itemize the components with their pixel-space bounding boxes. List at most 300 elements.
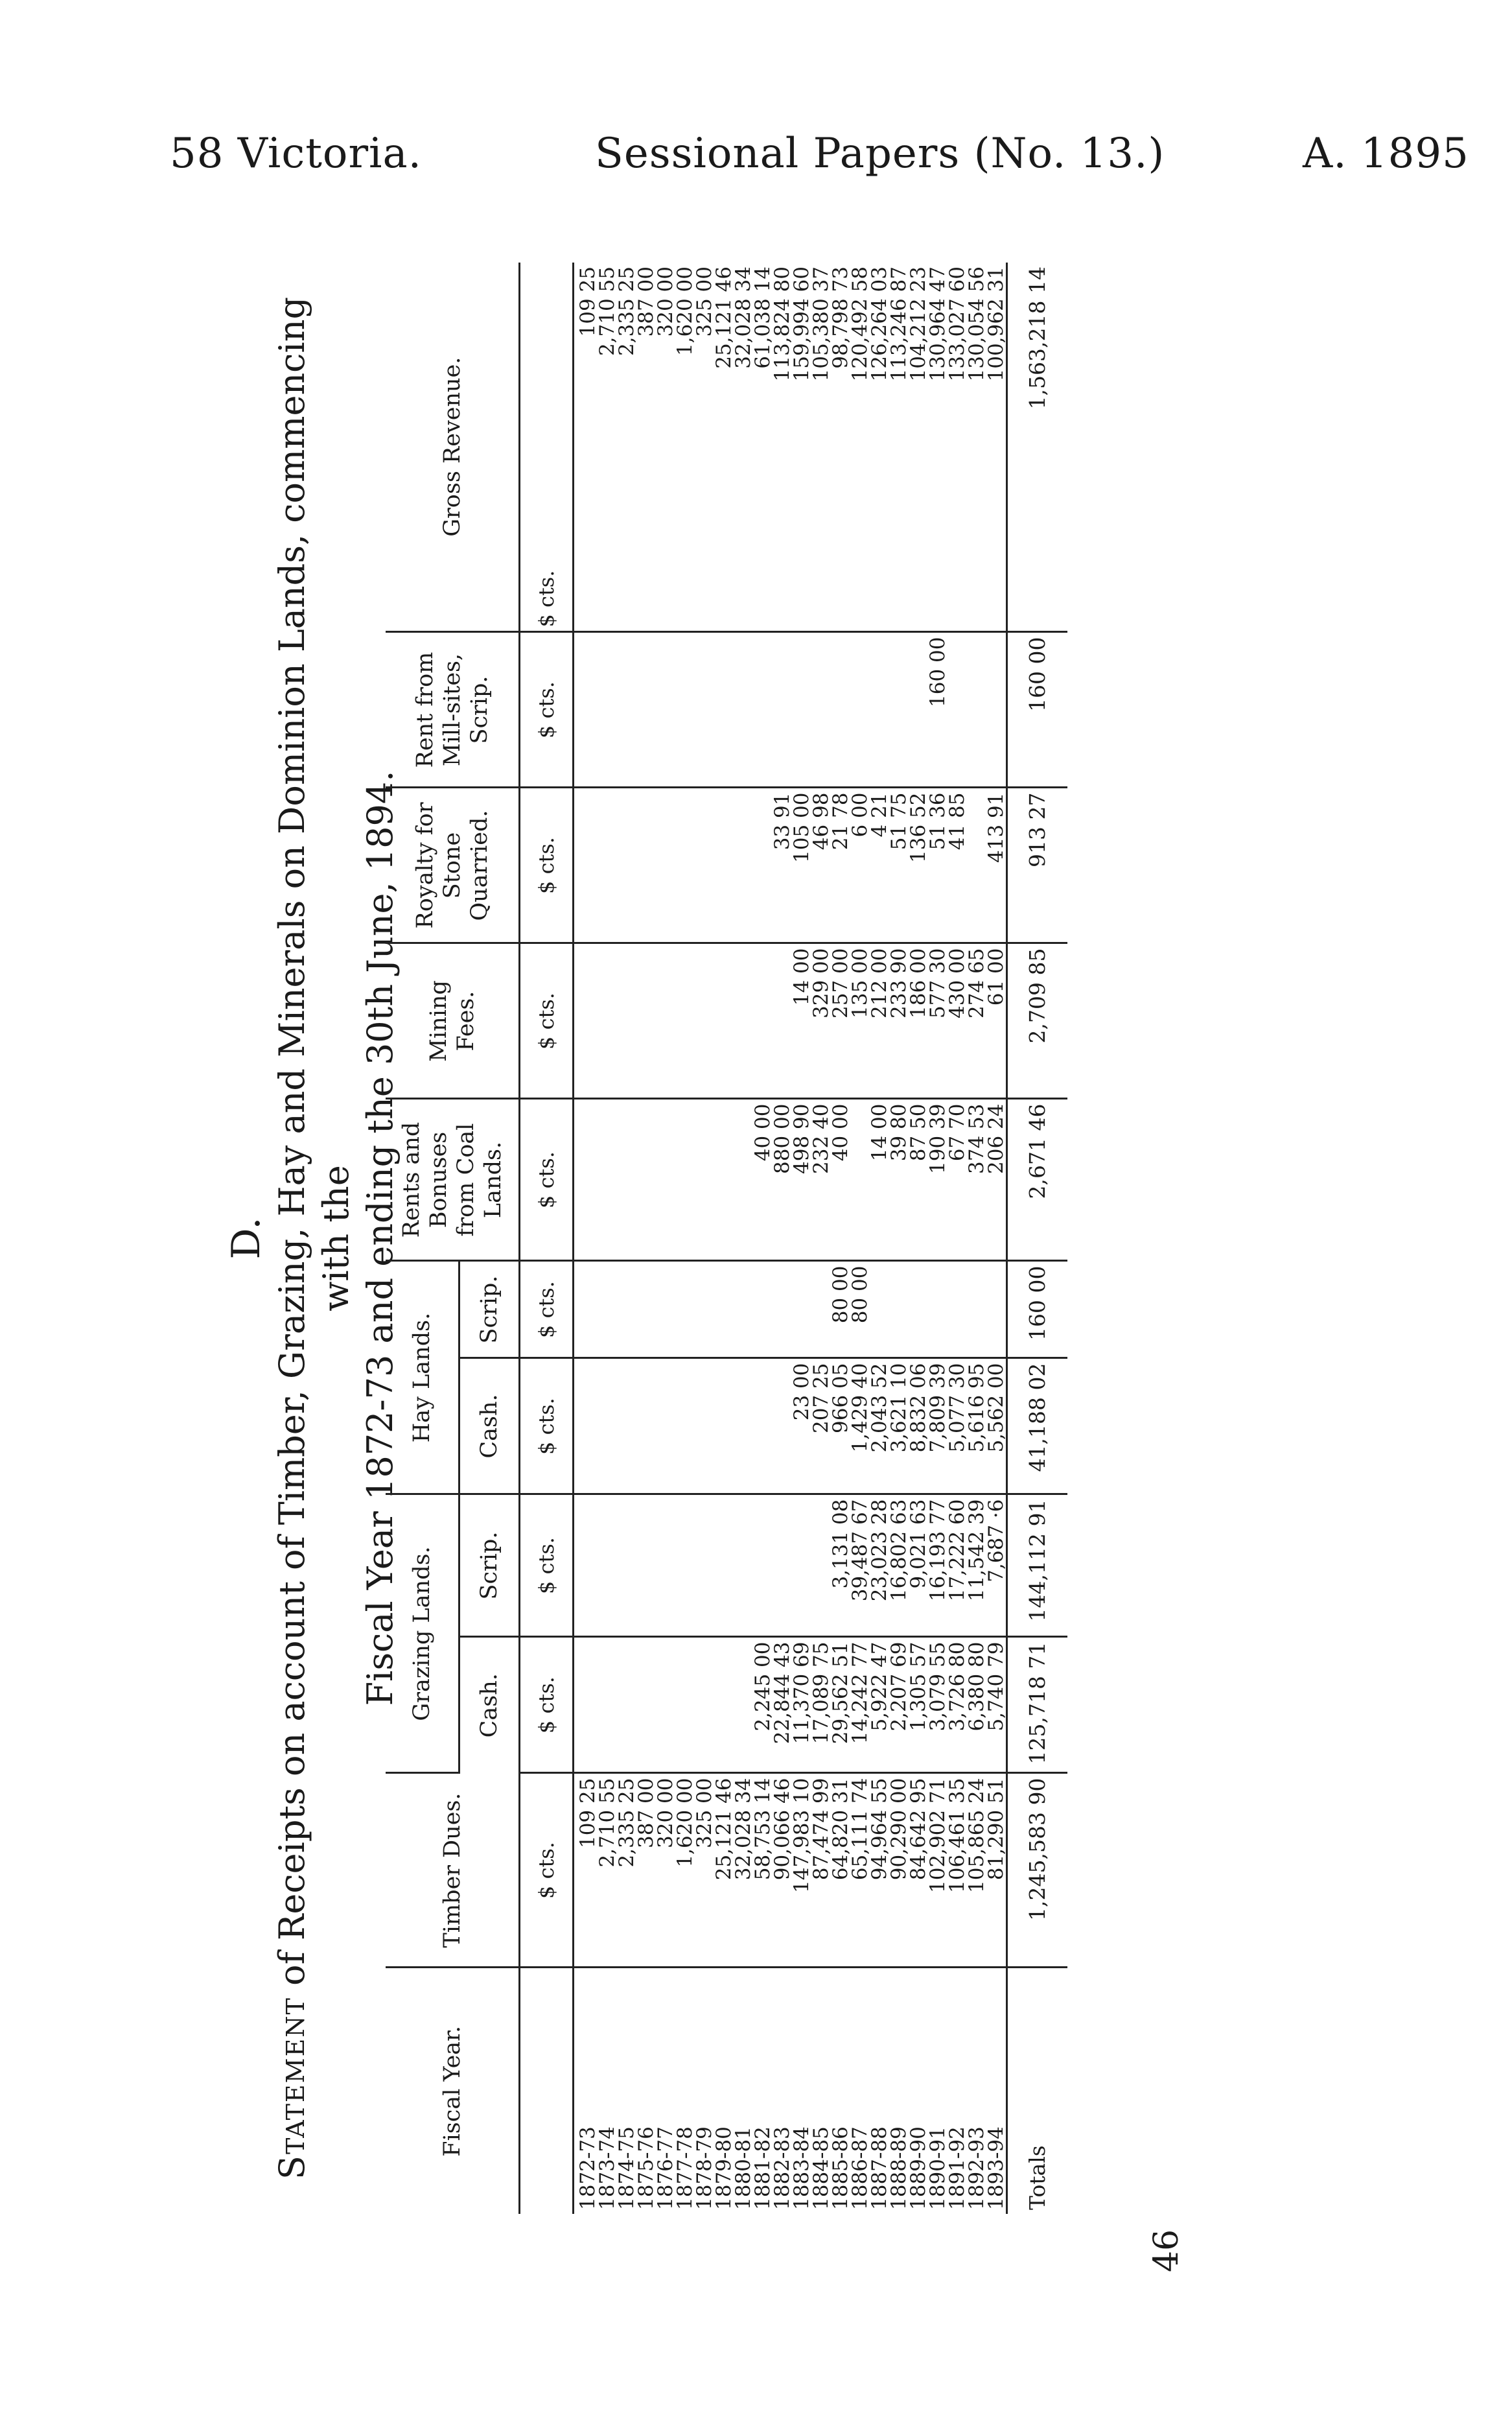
cell-gross: 2,335 25 (617, 263, 636, 632)
table-row (909, 263, 928, 2214)
cell-mill (734, 632, 753, 788)
cell-hay-scrip (636, 1261, 656, 1358)
cell-hay-scrip (811, 1261, 831, 1358)
cell-hay-cash: 5,077 30 (948, 1358, 967, 1494)
col-hay-scrip: Scrip. (459, 1261, 520, 1358)
cell-royalty (967, 788, 986, 943)
cell-mining (617, 943, 636, 1099)
cell-year: 1877-78 (673, 2126, 697, 2210)
cell-mill (773, 632, 792, 788)
cell-hay-scrip (967, 1261, 986, 1358)
cell-royalty: 105 00 (792, 788, 811, 943)
cell-mining: 233 90 (889, 943, 909, 1099)
total-grazing-scrip: 144,112 91 (1007, 1494, 1068, 1637)
cell-hay-cash: 5,562 00 (986, 1358, 1007, 1494)
unit-grazing-scrip: $ cts. (520, 1494, 574, 1637)
page-number: 46 (1147, 2229, 1186, 2272)
cell-year: 1884-85 (809, 2126, 833, 2210)
cell-timber: 94,964 55 (870, 1773, 889, 1968)
cell-grazing-cash: 3,726 80 (948, 1637, 967, 1773)
cell-gross: 61,038 14 (753, 263, 773, 632)
cell-hay-cash: 2,043 52 (870, 1358, 889, 1494)
cell-hay-scrip (909, 1261, 928, 1358)
cell-hay-cash (695, 1358, 714, 1494)
cell-grazing-cash: 6,380 80 (967, 1637, 986, 1773)
unit-fiscal-year (520, 1968, 574, 2214)
cell-hay-cash: 1,429 40 (850, 1358, 870, 1494)
cell-mining (714, 943, 734, 1099)
cell-coal (695, 1099, 714, 1261)
unit-hay-cash: $ cts. (520, 1358, 574, 1494)
cell-coal: 67 70 (948, 1099, 967, 1261)
header-left: 58 Victoria. (170, 130, 422, 178)
cell-timber: 87,474 99 (811, 1773, 831, 1968)
cell-gross: 113,246 87 (889, 263, 909, 632)
cell-grazing-scrip: 3,131 08 (831, 1494, 850, 1637)
unit-mining: $ cts. (520, 943, 574, 1099)
table-row (870, 263, 889, 2214)
cell-year: 1882-83 (771, 2126, 794, 2210)
total-royalty: 913 27 (1007, 788, 1068, 943)
cell-grazing-scrip: 39,487 67 (850, 1494, 870, 1637)
cell-hay-cash (636, 1358, 656, 1494)
cell-timber: 106,461 35 (948, 1773, 967, 1968)
cell-gross: 100,962 31 (986, 263, 1007, 632)
cell-coal: 232 40 (811, 1099, 831, 1261)
cell-grazing-scrip (773, 1494, 792, 1637)
cell-grazing-cash: 29,562 51 (831, 1637, 850, 1773)
cell-hay-scrip (986, 1261, 1007, 1358)
cell-gross: 98,798 73 (831, 263, 850, 632)
cell-coal (656, 1099, 675, 1261)
cell-mining (598, 943, 617, 1099)
cell-hay-scrip (656, 1261, 675, 1358)
cell-royalty (695, 788, 714, 943)
cell-gross: 320 00 (656, 263, 675, 632)
table-row (753, 263, 773, 2214)
col-mining-fees: Mining Fees. (386, 943, 520, 1099)
cell-mill (850, 632, 870, 788)
table-row (574, 263, 598, 2214)
total-coal: 2,671 46 (1007, 1099, 1068, 1261)
col-timber-dues: Timber Dues. (386, 1773, 520, 1968)
cell-mill (617, 632, 636, 788)
cell-coal: 40 00 (831, 1099, 850, 1261)
cell-royalty: 33 91 (773, 788, 792, 943)
cell-gross: 120,492 58 (850, 263, 870, 632)
cell-hay-cash (753, 1358, 773, 1494)
caption-line-2: Fiscal Year 1872-73 and ending the 30th June, 1894. (360, 770, 401, 1706)
cell-hay-scrip (792, 1261, 811, 1358)
cell-royalty: 21 78 (831, 788, 850, 943)
cell-timber: 58,753 14 (753, 1773, 773, 1968)
cell-timber: 84,642 95 (909, 1773, 928, 1968)
cell-mill (753, 632, 773, 788)
cell-mill (636, 632, 656, 788)
cell-mill (870, 632, 889, 788)
cell-mining (574, 943, 598, 1099)
cell-royalty: 46 98 (811, 788, 831, 943)
cell-coal: 206 24 (986, 1099, 1007, 1261)
cell-grazing-scrip (636, 1494, 656, 1637)
cell-grazing-scrip (598, 1494, 617, 1637)
cell-hay-cash (675, 1358, 695, 1494)
total-timber: 1,245,583 90 (1007, 1773, 1068, 1968)
cell-grazing-cash (656, 1637, 675, 1773)
cell-grazing-scrip: 16,193 77 (928, 1494, 948, 1637)
cell-mill (574, 632, 598, 788)
col-rent-mill-sites: Rent from Mill-sites, Scrip. (386, 632, 520, 788)
statement-caption (270, 263, 402, 2214)
col-fiscal-year: Fiscal Year. (386, 1968, 520, 2214)
cell-royalty: 413 91 (986, 788, 1007, 943)
cell-grazing-scrip (695, 1494, 714, 1637)
cell-timber: 65,111 74 (850, 1773, 870, 1968)
cell-mill (948, 632, 967, 788)
cell-year: 1880-81 (732, 2126, 755, 2210)
cell-royalty (617, 788, 636, 943)
cell-coal (675, 1099, 695, 1261)
table-row (889, 263, 909, 2214)
cell-timber: 90,066 46 (773, 1773, 792, 1968)
cell-coal (714, 1099, 734, 1261)
cell-royalty (574, 788, 598, 943)
unit-coal: $ cts. (520, 1099, 574, 1261)
cell-grazing-cash: 22,844 43 (773, 1637, 792, 1773)
cell-mill: 160 00 (928, 632, 948, 788)
cell-mining: 61 00 (986, 943, 1007, 1099)
cell-royalty (675, 788, 695, 943)
cell-grazing-scrip (574, 1494, 598, 1637)
cell-hay-scrip: 80 00 (831, 1261, 850, 1358)
cell-gross: 130,964 47 (928, 263, 948, 632)
cell-mill (986, 632, 1007, 788)
cell-coal (850, 1099, 870, 1261)
cell-royalty (598, 788, 617, 943)
cell-timber: 81,290 51 (986, 1773, 1007, 1968)
cell-hay-cash: 7,809 39 (928, 1358, 948, 1494)
cell-grazing-scrip: 23,023 28 (870, 1494, 889, 1637)
cell-timber: 2,335 25 (617, 1773, 636, 1968)
cell-mining (656, 943, 675, 1099)
cell-timber: 90,290 00 (889, 1773, 909, 1968)
cell-timber: 25,121 46 (714, 1773, 734, 1968)
cell-coal: 190 39 (928, 1099, 948, 1261)
cell-hay-scrip (889, 1261, 909, 1358)
cell-grazing-scrip (792, 1494, 811, 1637)
cell-coal (636, 1099, 656, 1261)
cell-timber: 109 25 (574, 1773, 598, 1968)
cell-mill (714, 632, 734, 788)
cell-grazing-cash: 14,242 77 (850, 1637, 870, 1773)
cell-hay-scrip (598, 1261, 617, 1358)
cell-hay-scrip (574, 1261, 598, 1358)
header-center: Sessional Papers (No. 13.) (595, 130, 1165, 178)
cell-year: 1893-94 (984, 2126, 1008, 2210)
cell-mining (675, 943, 695, 1099)
cell-grazing-cash: 2,245 00 (753, 1637, 773, 1773)
cell-hay-scrip (948, 1261, 967, 1358)
cell-year: 1876-77 (654, 2126, 677, 2210)
cell-mining: 274 65 (967, 943, 986, 1099)
cell-royalty: 6 00 (850, 788, 870, 943)
cell-mining (695, 943, 714, 1099)
cell-grazing-cash (574, 1637, 598, 1773)
cell-grazing-cash (714, 1637, 734, 1773)
cell-royalty: 51 75 (889, 788, 909, 943)
table-body (574, 263, 1068, 2214)
cell-grazing-scrip (656, 1494, 675, 1637)
total-gross: 1,563,218 14 (1007, 263, 1068, 632)
cell-timber: 147,983 10 (792, 1773, 811, 1968)
unit-timber: $ cts. (520, 1773, 574, 1968)
statement-letter: D. (224, 1217, 269, 1260)
cell-grazing-cash: 11,370 69 (792, 1637, 811, 1773)
table-row (811, 263, 831, 2214)
col-royalty-stone: Royalty for Stone Quarried. (386, 788, 520, 943)
cell-mining: 212 00 (870, 943, 889, 1099)
cell-mining: 257 00 (831, 943, 850, 1099)
cell-mining: 14 00 (792, 943, 811, 1099)
table-row (714, 263, 734, 2214)
cell-year: 1878-79 (693, 2126, 716, 2210)
cell-hay-cash (734, 1358, 753, 1494)
cell-hay-scrip (675, 1261, 695, 1358)
cell-coal (617, 1099, 636, 1261)
cell-hay-cash (773, 1358, 792, 1494)
cell-hay-cash: 207 25 (811, 1358, 831, 1494)
cell-grazing-cash (734, 1637, 753, 1773)
cell-grazing-cash: 5,740 79 (986, 1637, 1007, 1773)
cell-gross: 104,212 23 (909, 263, 928, 632)
cell-grazing-scrip: 11,542 39 (967, 1494, 986, 1637)
cell-mining: 577 30 (928, 943, 948, 1099)
cell-year: 1875-76 (634, 2126, 658, 2210)
cell-coal (734, 1099, 753, 1261)
cell-hay-scrip: 80 00 (850, 1261, 870, 1358)
col-grazing-cash: Cash. (459, 1637, 520, 1773)
cell-royalty: 41 85 (948, 788, 967, 943)
cell-year: 1883-84 (790, 2126, 813, 2210)
cell-gross: 126,264 03 (870, 263, 889, 632)
cell-hay-cash (617, 1358, 636, 1494)
cell-mill (695, 632, 714, 788)
caption-smallcaps: Statement (272, 1997, 312, 2180)
cell-timber: 325 00 (695, 1773, 714, 1968)
cell-royalty (656, 788, 675, 943)
cell-hay-scrip (734, 1261, 753, 1358)
cell-gross: 130,054 56 (967, 263, 986, 632)
table-row (948, 263, 967, 2214)
cell-grazing-scrip (714, 1494, 734, 1637)
cell-coal: 39 80 (889, 1099, 909, 1261)
table-row (636, 263, 656, 2214)
cell-mill (656, 632, 675, 788)
unit-hay-scrip: $ cts. (520, 1261, 574, 1358)
table-row (850, 263, 870, 2214)
cell-grazing-scrip (753, 1494, 773, 1637)
unit-royalty: $ cts. (520, 788, 574, 943)
cell-gross: 32,028 34 (734, 263, 753, 632)
cell-gross: 133,027 60 (948, 263, 967, 632)
cell-grazing-cash: 2,207 69 (889, 1637, 909, 1773)
cell-mining (734, 943, 753, 1099)
cell-mill (889, 632, 909, 788)
cell-grazing-scrip (811, 1494, 831, 1637)
cell-hay-cash (598, 1358, 617, 1494)
table-row (695, 263, 714, 2214)
col-gross-revenue: Gross Revenue. (386, 263, 520, 632)
cell-year: 1889-90 (907, 2126, 930, 2210)
cell-hay-scrip (617, 1261, 636, 1358)
cell-timber: 105,865 24 (967, 1773, 986, 1968)
table-row (831, 263, 850, 2214)
col-hay-cash: Cash. (459, 1358, 520, 1494)
table-row (675, 263, 695, 2214)
total-mill: 160 00 (1007, 632, 1068, 788)
total-hay-scrip: 160 00 (1007, 1261, 1068, 1358)
cell-mining (753, 943, 773, 1099)
cell-royalty (714, 788, 734, 943)
totals-row (1007, 263, 1068, 2214)
table-row (656, 263, 675, 2214)
cell-mill (598, 632, 617, 788)
cell-grazing-scrip (734, 1494, 753, 1637)
cell-year: 1881-82 (751, 2126, 774, 2210)
table-row (734, 263, 753, 2214)
cell-mill (675, 632, 695, 788)
cell-mining: 329 00 (811, 943, 831, 1099)
cell-year: 1886-87 (848, 2126, 872, 2210)
cell-gross: 159,994 60 (792, 263, 811, 632)
cell-timber: 387 00 (636, 1773, 656, 1968)
total-hay-cash: 41,188 02 (1007, 1358, 1068, 1494)
cell-royalty (734, 788, 753, 943)
cell-grazing-scrip (617, 1494, 636, 1637)
unit-grazing-cash: $ cts. (520, 1637, 574, 1773)
cell-year: 1872-73 (576, 2126, 599, 2210)
table-row (986, 263, 1007, 2214)
cell-hay-cash: 23 00 (792, 1358, 811, 1494)
table-row (792, 263, 811, 2214)
cell-royalty (636, 788, 656, 943)
cell-royalty: 136 52 (909, 788, 928, 943)
cell-grazing-cash (695, 1637, 714, 1773)
cell-mining: 186 00 (909, 943, 928, 1099)
cell-gross: 25,121 46 (714, 263, 734, 632)
cell-mining: 135 00 (850, 943, 870, 1099)
col-grazing-scrip: Scrip. (459, 1494, 520, 1637)
unit-mill: $ cts. (520, 632, 574, 788)
cell-timber: 1,620 00 (675, 1773, 695, 1968)
cell-grazing-cash (598, 1637, 617, 1773)
cell-gross: 113,824 80 (773, 263, 792, 632)
cell-coal: 87 50 (909, 1099, 928, 1261)
cell-year: 1891-92 (946, 2126, 969, 2210)
cell-year: 1892-93 (965, 2126, 988, 2210)
cell-coal: 14 00 (870, 1099, 889, 1261)
header-right: A. 1895 (1303, 130, 1469, 178)
cell-grazing-scrip: 7,687 ·6 (986, 1494, 1007, 1637)
cell-royalty: 51 36 (928, 788, 948, 943)
cell-mill (792, 632, 811, 788)
cell-grazing-cash: 3,079 55 (928, 1637, 948, 1773)
cell-hay-scrip (870, 1261, 889, 1358)
cell-mill (811, 632, 831, 788)
total-mining: 2,709 85 (1007, 943, 1068, 1099)
cell-hay-cash: 5,616 95 (967, 1358, 986, 1494)
col-hay-lands: Hay Lands. (386, 1261, 459, 1494)
cell-grazing-cash: 5,922 47 (870, 1637, 889, 1773)
cell-grazing-cash: 17,089 75 (811, 1637, 831, 1773)
cell-mill (831, 632, 850, 788)
col-rents-coal: Rents and Bonuses from Coal Lands. (386, 1099, 520, 1261)
receipts-table (386, 263, 1067, 2214)
cell-mining: 430 00 (948, 943, 967, 1099)
cell-hay-cash (574, 1358, 598, 1494)
cell-gross: 387 00 (636, 263, 656, 632)
cell-coal: 374 53 (967, 1099, 986, 1261)
cell-mining (636, 943, 656, 1099)
cell-hay-scrip (773, 1261, 792, 1358)
cell-gross: 109 25 (574, 263, 598, 632)
cell-hay-scrip (928, 1261, 948, 1358)
cell-grazing-scrip: 17,222 60 (948, 1494, 967, 1637)
cell-year: 1885-86 (829, 2126, 852, 2210)
caption-line-1: of Receipts on account of Timber, Grazing, Hay and Minerals on Dominion Lands, commencing with the (272, 296, 356, 1986)
cell-hay-cash (656, 1358, 675, 1494)
cell-year: 1873-74 (596, 2126, 619, 2210)
total-grazing-cash: 125,718 71 (1007, 1637, 1068, 1773)
cell-royalty (753, 788, 773, 943)
cell-grazing-cash: 1,305 57 (909, 1637, 928, 1773)
cell-grazing-cash (675, 1637, 695, 1773)
cell-timber: 320 00 (656, 1773, 675, 1968)
rotated-page-content (224, 263, 1299, 2272)
cell-coal: 880 00 (773, 1099, 792, 1261)
cell-hay-cash: 3,621 10 (889, 1358, 909, 1494)
cell-year: 1888-89 (887, 2126, 911, 2210)
cell-timber: 32,028 34 (734, 1773, 753, 1968)
unit-gross: $ cts. (520, 263, 574, 632)
cell-mining (773, 943, 792, 1099)
cell-coal: 498 90 (792, 1099, 811, 1261)
cell-year: 1887-88 (868, 2126, 891, 2210)
cell-grazing-cash (617, 1637, 636, 1773)
cell-hay-scrip (753, 1261, 773, 1358)
cell-royalty: 4 21 (870, 788, 889, 943)
totals-label: Totals (1007, 1968, 1068, 2214)
cell-timber: 102,902 71 (928, 1773, 948, 1968)
cell-hay-cash: 8,832 06 (909, 1358, 928, 1494)
cell-coal (574, 1099, 598, 1261)
cell-gross: 105,380 37 (811, 263, 831, 632)
table-row (598, 263, 617, 2214)
cell-hay-cash: 966 05 (831, 1358, 850, 1494)
cell-gross: 1,620 00 (675, 263, 695, 632)
cell-mill (909, 632, 928, 788)
cell-year: 1874-75 (615, 2126, 638, 2210)
cell-mill (967, 632, 986, 788)
table-row (617, 263, 636, 2214)
cell-grazing-cash (636, 1637, 656, 1773)
cell-timber: 2,710 55 (598, 1773, 617, 1968)
table-row (773, 263, 792, 2214)
cell-hay-scrip (714, 1261, 734, 1358)
table-row (928, 263, 948, 2214)
cell-timber: 64,820 31 (831, 1773, 850, 1968)
cell-gross: 325 00 (695, 263, 714, 632)
